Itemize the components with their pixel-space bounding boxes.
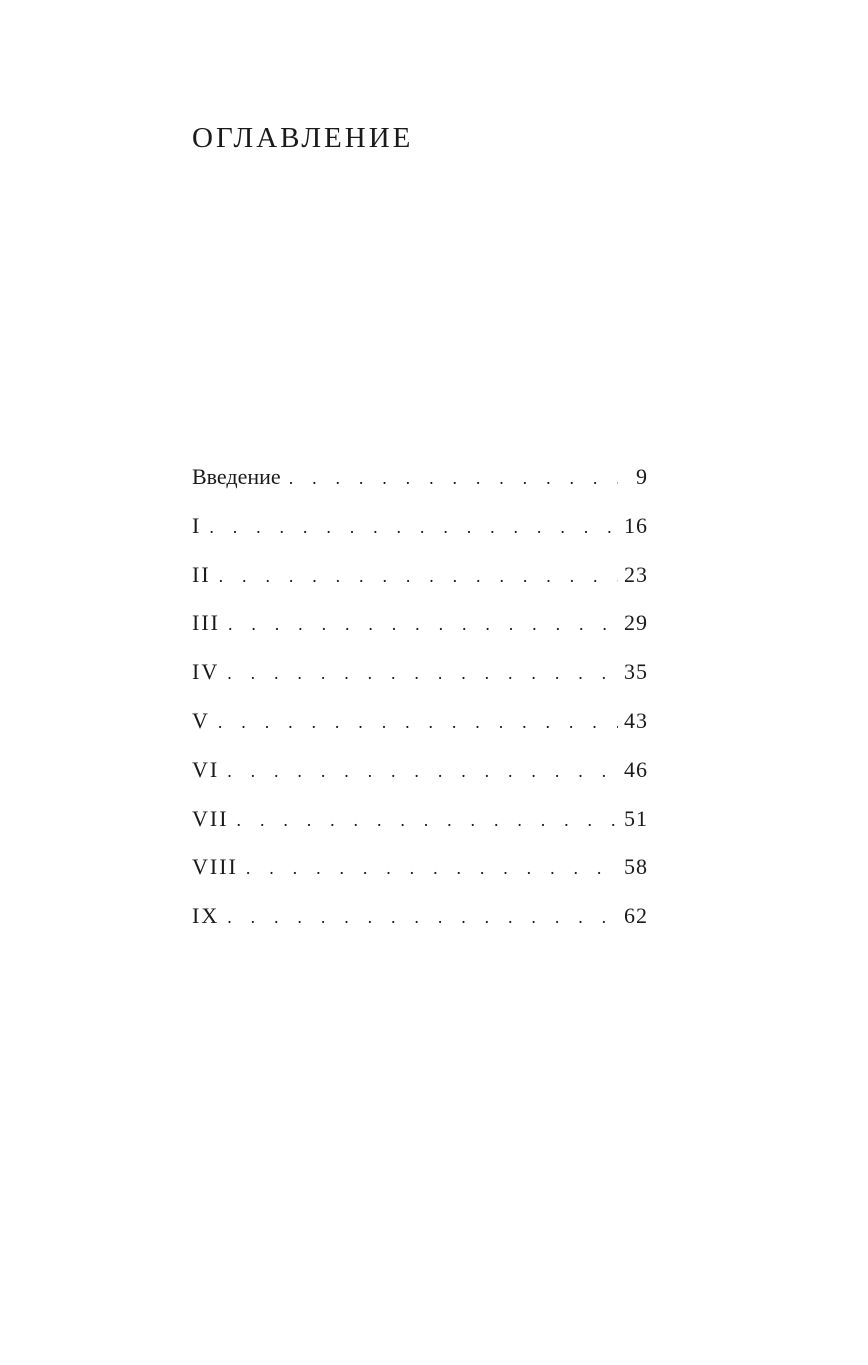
dot-leader [219, 567, 618, 585]
dot-leader [227, 664, 618, 682]
toc-page-number: 43 [624, 707, 648, 733]
toc-entry-chapter-8[interactable] [192, 856, 648, 905]
toc-entry-label: VIII [192, 854, 238, 880]
toc-entry-label: Введение [192, 464, 281, 489]
toc-entry-label: VII [192, 805, 229, 831]
toc-entry-label: IV [192, 659, 220, 685]
toc-entry-chapter-3[interactable] [192, 612, 648, 661]
toc-entry-chapter-7[interactable] [192, 805, 648, 857]
dot-leader [246, 859, 618, 877]
dot-leader [218, 713, 618, 731]
dot-leader [228, 615, 618, 633]
page-title: ОГЛАВЛЕНИЕ [192, 122, 414, 154]
toc-page-number: 58 [624, 854, 648, 880]
dot-leader [289, 469, 618, 487]
toc-page-number: 51 [624, 805, 648, 831]
toc-page-number: 29 [624, 610, 648, 636]
toc-page-number: 23 [624, 561, 648, 587]
dot-leader [227, 908, 618, 926]
dot-leader [237, 811, 618, 829]
toc-entry-chapter-4[interactable] [192, 661, 648, 710]
toc-entry-label: I [192, 512, 202, 538]
toc-entry-chapter-6[interactable] [192, 756, 648, 808]
table-of-contents [192, 466, 648, 954]
toc-entry-chapter-1[interactable] [192, 512, 648, 564]
toc-entry-chapter-5[interactable] [192, 707, 648, 759]
dot-leader [227, 762, 618, 780]
toc-page-number: 16 [624, 512, 648, 538]
toc-page-number: 35 [624, 659, 648, 685]
toc-page-number: 9 [636, 464, 648, 489]
toc-entry-introduction[interactable] [192, 466, 648, 515]
toc-entry-label: III [192, 610, 220, 636]
toc-page-number: 62 [624, 903, 648, 929]
toc-entry-label: IX [192, 903, 220, 929]
toc-entry-label: VI [192, 756, 220, 782]
toc-page-number: 46 [624, 756, 648, 782]
dot-leader [209, 518, 618, 536]
toc-entry-chapter-9[interactable] [192, 905, 648, 954]
toc-entry-chapter-2[interactable] [192, 561, 648, 613]
toc-entry-label: II [192, 561, 211, 587]
toc-entry-label: V [192, 707, 210, 733]
